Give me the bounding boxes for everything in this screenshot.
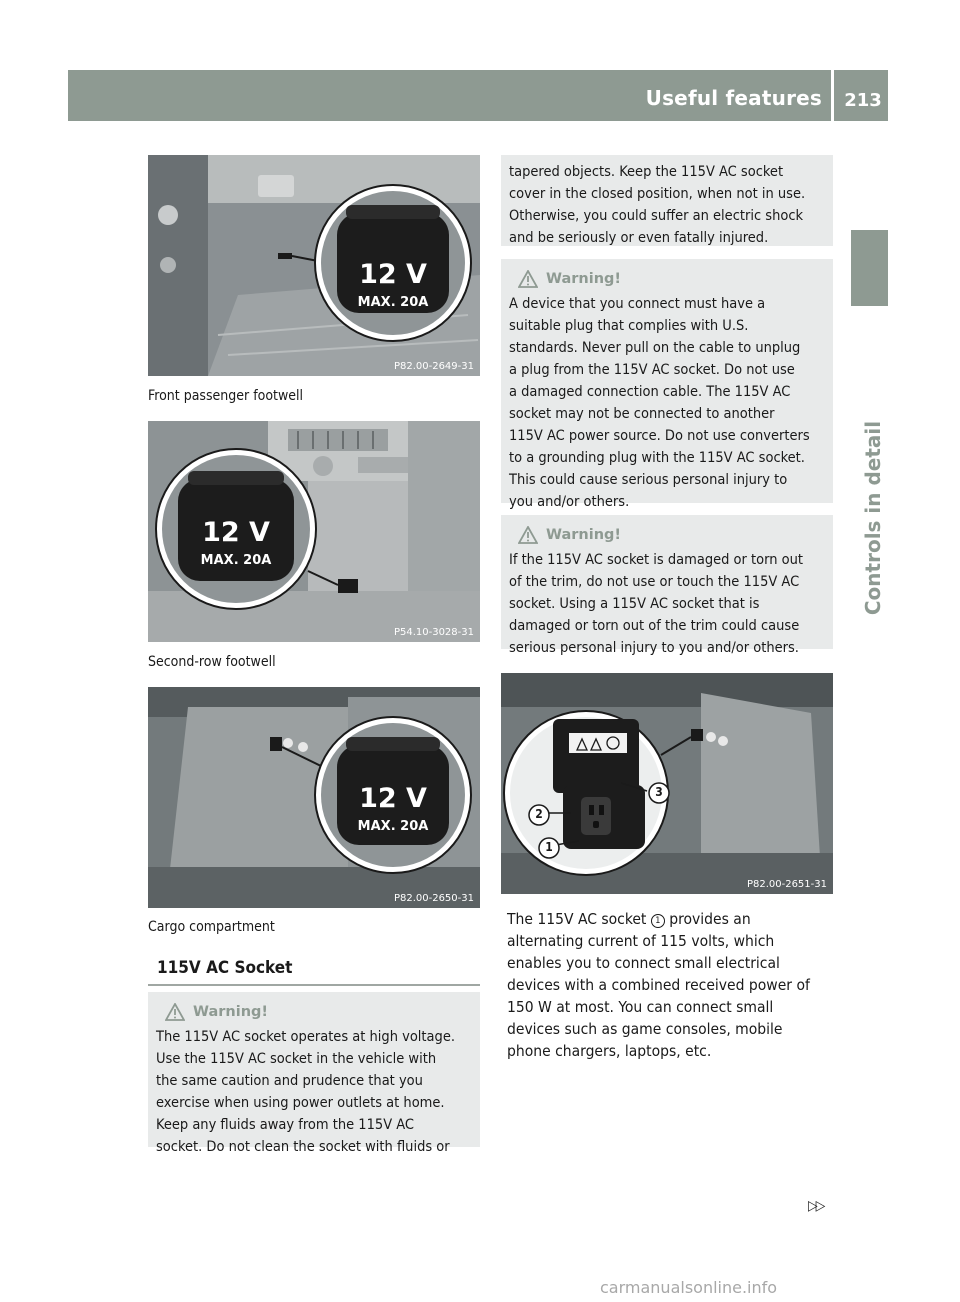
warning-title: Warning! bbox=[546, 271, 622, 287]
text-line: Use the 115V AC socket in the vehicle with bbox=[156, 1051, 437, 1067]
warning-triangle-icon bbox=[165, 1003, 185, 1021]
side-tab bbox=[860, 308, 886, 728]
warning-triangle-icon bbox=[518, 270, 538, 288]
continue-arrows-icon: ▷▷ bbox=[808, 1198, 824, 1214]
text-line: devices such as game consoles, mobile bbox=[507, 1020, 783, 1038]
text-line: socket. Do not clean the socket with fluids or bbox=[156, 1139, 450, 1155]
warning-title: Warning! bbox=[193, 1004, 269, 1020]
text-line: a damaged connection cable. The 115V AC bbox=[509, 384, 791, 400]
text-fragment: provides an bbox=[669, 910, 751, 928]
socket-label-voltage: 12 V bbox=[359, 783, 427, 814]
page-number: 213 bbox=[844, 90, 882, 111]
section-heading: 115V AC Socket bbox=[157, 958, 293, 978]
text-line: tapered objects. Keep the 115V AC socket bbox=[509, 164, 784, 180]
text-line: alternating current of 115 volts, which bbox=[507, 932, 775, 950]
photo-code: P82.00-2650-31 bbox=[393, 893, 474, 904]
footer-watermark: carmanualsonline.info bbox=[600, 1278, 778, 1297]
warning-header bbox=[509, 523, 825, 547]
text-fragment: The 115V AC socket bbox=[507, 910, 647, 928]
text-line: standards. Never pull on the cable to unplug bbox=[509, 340, 801, 356]
text-line: This could cause serious personal injury to bbox=[509, 472, 788, 488]
socket-label-voltage: 12 V bbox=[202, 517, 270, 548]
socket-label-voltage: 12 V bbox=[359, 259, 427, 290]
warning-header bbox=[156, 1000, 472, 1024]
warning-box bbox=[501, 515, 833, 656]
callout-ref-1: 1 bbox=[651, 914, 665, 928]
text-line: of the trim, do not use or touch the 115V AC bbox=[509, 574, 800, 590]
warning-header bbox=[509, 267, 825, 291]
callout-2: 2 bbox=[535, 807, 543, 821]
text-line: The 115V AC socket operates at high voltage. bbox=[156, 1029, 455, 1045]
text-line: cover in the closed position, when not in use. bbox=[509, 186, 806, 202]
text-line: and be seriously or even fatally injured. bbox=[509, 230, 769, 246]
text-line bbox=[507, 908, 810, 930]
socket-label-current: MAX. 20A bbox=[357, 295, 429, 310]
photo-cargo-compartment bbox=[148, 687, 480, 908]
text-line: you and/or others. bbox=[509, 494, 630, 510]
caption-second-row: Second-row footwell bbox=[148, 654, 276, 670]
text-line: socket may not be connected to another bbox=[509, 406, 775, 422]
socket-label-current: MAX. 20A bbox=[200, 553, 272, 568]
photo-second-row-footwell bbox=[148, 421, 480, 642]
text-line: phone chargers, laptops, etc. bbox=[507, 1042, 712, 1060]
photo-code: P82.00-2649-31 bbox=[393, 361, 474, 372]
text-line: a plug from the 115V AC socket. Do not use bbox=[509, 362, 795, 378]
caption-front-passenger: Front passenger footwell bbox=[148, 388, 304, 404]
text-line: Otherwise, you could suffer an electric shock bbox=[509, 208, 804, 224]
text-line: suitable plug that complies with U.S. bbox=[509, 318, 749, 334]
warning-box-continued bbox=[501, 155, 833, 246]
side-tab-label: Controls in detail bbox=[861, 420, 885, 616]
callout-1: 1 bbox=[545, 840, 553, 854]
warning-title: Warning! bbox=[546, 527, 622, 543]
text-line: damaged or torn out of the trim could cause bbox=[509, 618, 800, 634]
caption-cargo: Cargo compartment bbox=[148, 919, 275, 935]
text-line: the same caution and prudence that you bbox=[156, 1073, 423, 1089]
text-line: 115V AC power source. Do not use converters bbox=[509, 428, 810, 444]
text-line: devices with a combined received power of bbox=[507, 976, 810, 994]
photo-front-passenger-footwell bbox=[148, 155, 480, 376]
text-line: enables you to connect small electrical bbox=[507, 954, 780, 972]
callout-3: 3 bbox=[655, 785, 663, 799]
photo-115v-socket bbox=[501, 673, 833, 894]
page-section-title: Useful features bbox=[645, 86, 822, 110]
text-line: If the 115V AC socket is damaged or torn out bbox=[509, 552, 804, 568]
text-line: exercise when using power outlets at home. bbox=[156, 1095, 445, 1111]
header-divider bbox=[831, 70, 834, 121]
115v-socket-illustration bbox=[501, 673, 833, 894]
section-rule bbox=[148, 984, 480, 986]
socket-label-current: MAX. 20A bbox=[357, 819, 429, 834]
body-paragraph bbox=[507, 908, 810, 1062]
warning-box bbox=[501, 259, 833, 510]
text-line: A device that you connect must have a bbox=[509, 296, 766, 312]
photo-code: P82.00-2651-31 bbox=[746, 879, 827, 890]
text-line: to a grounding plug with the 115V AC socket. bbox=[509, 450, 805, 466]
text-line: Keep any fluids away from the 115V AC bbox=[156, 1117, 415, 1133]
photo-code: P54.10-3028-31 bbox=[393, 627, 474, 638]
text-line: 150 W at most. You can connect small bbox=[507, 998, 774, 1016]
side-tab-block bbox=[851, 230, 888, 306]
text-line: socket. Using a 115V AC socket that is bbox=[509, 596, 760, 612]
warning-triangle-icon bbox=[518, 526, 538, 544]
text-line: serious personal injury to you and/or others. bbox=[509, 640, 799, 656]
warning-box bbox=[148, 992, 480, 1155]
